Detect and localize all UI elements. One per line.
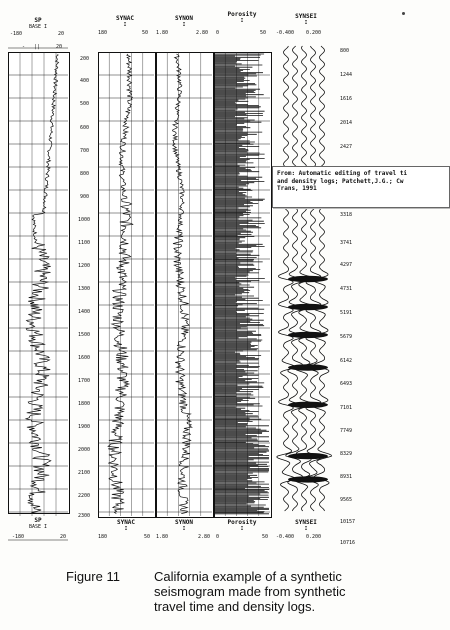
depth-label: 700 bbox=[80, 148, 90, 154]
time-label: 4731 bbox=[340, 286, 353, 292]
synsei-scale-left-bottom: -0.400 bbox=[276, 534, 295, 540]
depth-label: 500 bbox=[80, 101, 90, 107]
time-label: 3318 bbox=[340, 212, 353, 218]
sp-sub-bottom: BASE I bbox=[28, 524, 48, 530]
synon-sub: I bbox=[182, 22, 186, 28]
depth-label: 1600 bbox=[78, 355, 91, 361]
caption-line-2: seismogram made from synthetic bbox=[154, 584, 346, 599]
porosity-scale-right-bottom: 50 bbox=[262, 534, 269, 540]
synac-sub: I bbox=[123, 22, 127, 28]
time-label: 4297 bbox=[340, 262, 353, 268]
depth-label: 1700 bbox=[78, 378, 91, 384]
synsei-event bbox=[288, 304, 328, 310]
porosity-scale-left-top: 0 bbox=[216, 30, 220, 36]
synac-name-bottom: SYNAC bbox=[116, 519, 136, 526]
time-label: 5191 bbox=[340, 310, 353, 316]
depth-label: 600 bbox=[80, 125, 90, 131]
sp-scale-right-bottom: 20 bbox=[60, 534, 67, 540]
synon-scale-right-bottom: 2.80 bbox=[198, 534, 211, 540]
synsei-event bbox=[288, 453, 328, 459]
depth-label: 1900 bbox=[78, 424, 91, 430]
time-label: 3741 bbox=[340, 240, 353, 246]
synac-name: SYNAC bbox=[115, 15, 135, 22]
depth-label: 2000 bbox=[78, 447, 91, 453]
sp-ruler-mark-1: - bbox=[22, 44, 26, 50]
synsei-name-bottom: SYNSEI bbox=[295, 519, 317, 526]
synac-curve bbox=[108, 54, 133, 514]
porosity-scale-right-top: 50 bbox=[260, 30, 267, 36]
caption-line-1: California example of a synthetic bbox=[154, 569, 342, 584]
sp-scale-left-top: -180 bbox=[10, 31, 23, 37]
synsei-name: SYNSEI bbox=[295, 13, 317, 20]
synac-sub-bottom: I bbox=[124, 526, 128, 532]
depth-label: 1000 bbox=[78, 217, 91, 223]
porosity-name: Porosity bbox=[227, 11, 257, 18]
figure-label: Figure 11 bbox=[66, 569, 120, 584]
porosity-scale-left-bottom: 0 bbox=[216, 534, 220, 540]
depth-label: 1800 bbox=[78, 401, 91, 407]
depth-label: 800 bbox=[80, 171, 90, 177]
depth-label: 200 bbox=[80, 56, 90, 62]
depth-label: 2100 bbox=[78, 470, 91, 476]
callout-line-2: and density logs; Patchett,J.G.; Cw bbox=[277, 177, 404, 185]
time-label: 10157 bbox=[340, 519, 356, 525]
sp-sub: BASE I bbox=[28, 24, 48, 30]
depth-label: 2200 bbox=[78, 493, 91, 499]
synsei-sub: I bbox=[304, 20, 308, 26]
porosity-sub: I bbox=[240, 18, 244, 24]
depth-label: 1500 bbox=[78, 332, 91, 338]
time-label: 8931 bbox=[340, 474, 353, 480]
time-label: 5679 bbox=[340, 334, 353, 340]
synac-scale-right-bottom: 50 bbox=[144, 534, 151, 540]
caption-line-3: travel time and density logs. bbox=[154, 599, 316, 614]
sp-name: SP bbox=[34, 17, 42, 24]
synon-scale-left-bottom: 1.80 bbox=[156, 534, 169, 540]
synsei-scale-right-bottom: 0.200 bbox=[306, 534, 322, 540]
sp-ruler-mark-3: 20 bbox=[56, 44, 63, 50]
synsei-event bbox=[288, 364, 328, 370]
synon-scale-left-top: 1.80 bbox=[156, 30, 169, 36]
depth-label: 1100 bbox=[78, 240, 91, 246]
sp-scale-right-top: 20 bbox=[58, 31, 65, 37]
sp-ruler-mark-2: || bbox=[34, 44, 41, 50]
depth-label: 1300 bbox=[78, 286, 91, 292]
porosity-sub-bottom: I bbox=[240, 526, 244, 532]
time-label: 7101 bbox=[340, 405, 353, 411]
time-label: 10716 bbox=[340, 540, 356, 546]
time-label: 2014 bbox=[340, 120, 353, 126]
porosity-name-bottom: Porosity bbox=[227, 519, 257, 526]
time-label: 6493 bbox=[340, 381, 353, 387]
time-label: 1616 bbox=[340, 96, 353, 102]
synsei-event bbox=[288, 332, 328, 338]
synac-scale-left-top: 180 bbox=[98, 30, 108, 36]
time-label: 2427 bbox=[340, 144, 353, 150]
synon-name-bottom: SYNON bbox=[174, 519, 194, 526]
synon-sub-bottom: I bbox=[182, 526, 186, 532]
depth-label: 1400 bbox=[78, 309, 91, 315]
depth-label: 2300 bbox=[78, 513, 91, 519]
scan-speck bbox=[402, 12, 405, 15]
synsei-scale-left-top: -0.400 bbox=[276, 30, 295, 36]
synon-name: SYNON bbox=[174, 15, 194, 22]
synon-scale-right-top: 2.80 bbox=[196, 30, 209, 36]
time-label: 1244 bbox=[340, 72, 353, 78]
time-label: 6142 bbox=[340, 358, 353, 364]
sp-curve bbox=[26, 54, 59, 514]
synsei-sub-bottom: I bbox=[304, 526, 308, 532]
depth-label: 900 bbox=[80, 194, 90, 200]
time-label: 800 bbox=[340, 48, 350, 54]
synsei-scale-right-top: 0.200 bbox=[306, 30, 322, 36]
time-label: 9565 bbox=[340, 497, 353, 503]
synsei-event bbox=[288, 276, 328, 282]
synsei-event bbox=[288, 476, 328, 482]
synon-curve bbox=[173, 54, 192, 514]
synac-scale-left-bottom: 180 bbox=[98, 534, 108, 540]
callout-line-1: From: Automatic editing of travel ti bbox=[277, 170, 408, 177]
caption-text bbox=[154, 569, 354, 614]
sp-name-bottom: SP bbox=[34, 517, 42, 524]
sp-scale-left-bottom: -180 bbox=[12, 534, 25, 540]
depth-label: 1200 bbox=[78, 263, 91, 269]
callout-line-3: Trans, 1991 bbox=[277, 185, 317, 192]
time-label: 8329 bbox=[340, 451, 353, 457]
citation-callout bbox=[272, 166, 450, 208]
synac-scale-right-top: 50 bbox=[142, 30, 149, 36]
depth-label: 400 bbox=[80, 78, 90, 84]
synsei-event bbox=[288, 402, 328, 408]
time-label: 7749 bbox=[340, 428, 353, 434]
